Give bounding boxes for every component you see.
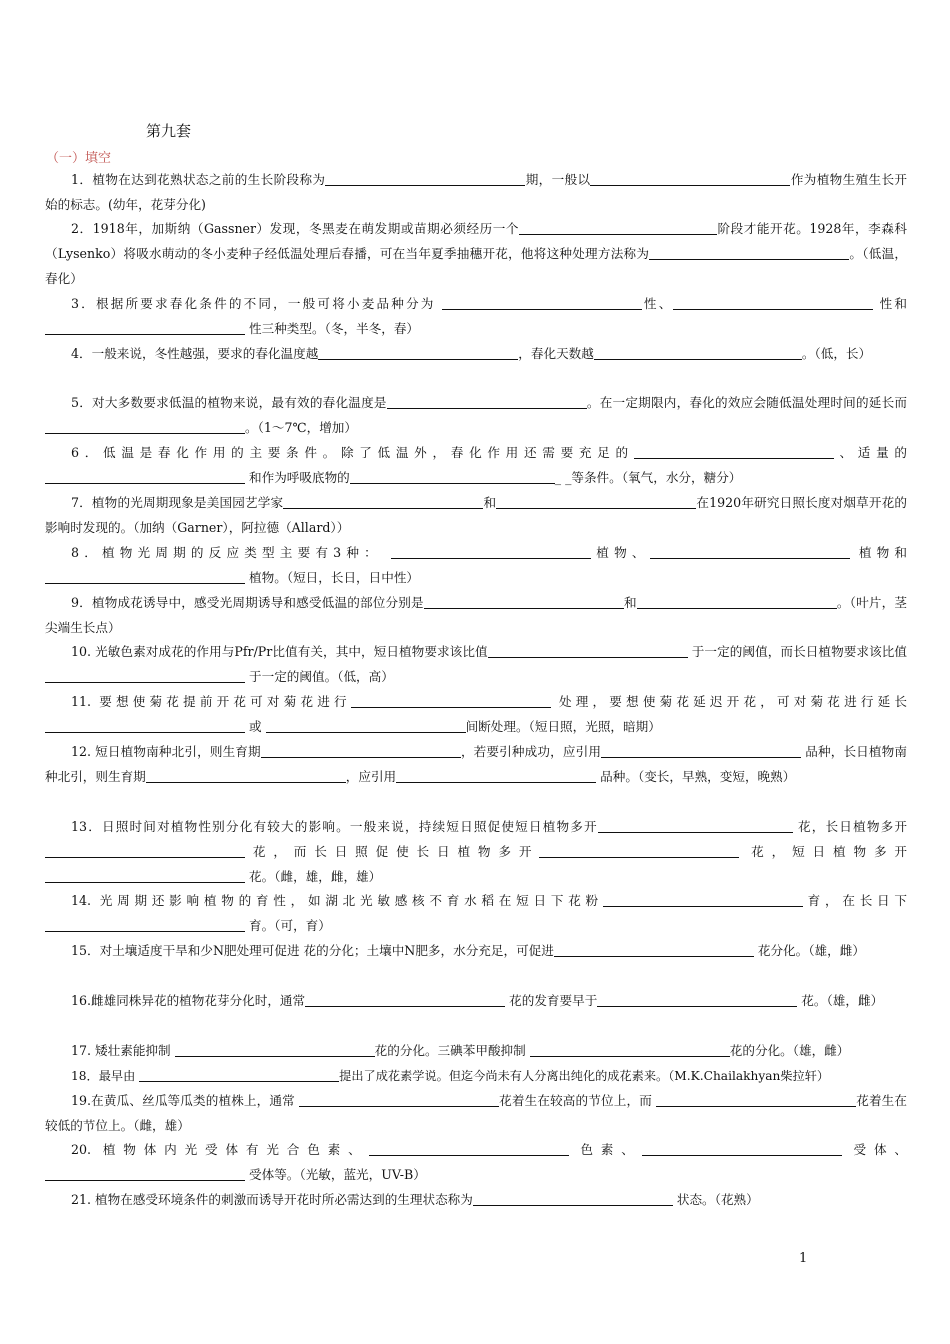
answer-blank[interactable] <box>601 742 801 758</box>
question-15: 15．对土壤适度干旱和少N肥处理可促进 花的分化；土壤中N肥多，水分充足，可促进 花分化。（雄，雌） <box>71 943 865 958</box>
question-14: 14. 光周期还影响植物的育性，如湖北光敏感核不育水稻在短日下花粉 育，在长日下 育。（可，育） <box>45 889 907 939</box>
answer-blank[interactable] <box>530 1041 730 1057</box>
answer-blank[interactable] <box>391 543 591 559</box>
answer-blank[interactable] <box>637 593 837 609</box>
answer-blank[interactable] <box>650 543 850 559</box>
answer-blank[interactable] <box>649 244 849 260</box>
answer-blank[interactable] <box>387 393 587 409</box>
question-6: 6．低温是春化作用的主要条件。除了低温外，春化作用还需要充足的 、适量的 和作为呼吸底物的 _ _等条件。（氧气，水分，糖分） <box>45 441 907 491</box>
question-20: 20. 植物体内光受体有光合色素、 色素、 受体、 受体等。（光敏，蓝光，UV-B） <box>45 1138 907 1188</box>
answer-blank[interactable] <box>45 916 245 932</box>
question-9: 9．植物成花诱导中，感受光周期诱导和感受低温的部位分别是 和 。（叶片，茎尖端生长点） <box>45 595 908 635</box>
answer-blank[interactable] <box>175 1041 375 1057</box>
answer-blank[interactable] <box>673 294 873 310</box>
answer-blank[interactable] <box>597 991 797 1007</box>
answer-blank[interactable] <box>351 692 551 708</box>
answer-blank[interactable] <box>261 742 461 758</box>
question-12: 12. 短日植物南种北引，则生育期 ，若要引种成功，应引用 品种，长日植物南种北引，则生育期 ，应引用 品种。（变长，早熟，变短，晚熟） <box>45 744 907 784</box>
question-16: 16.雌雄同株异花的植物花芽分化时，通常 花的发育要早于 花。（雄，雌） <box>71 993 884 1008</box>
answer-blank[interactable] <box>554 941 754 957</box>
page-title: 第九套 <box>146 122 192 140</box>
answer-blank[interactable] <box>634 443 834 459</box>
answer-blank[interactable] <box>396 767 596 783</box>
answer-blank[interactable] <box>496 493 696 509</box>
answer-blank[interactable] <box>45 842 245 858</box>
section-heading: （一）填空 <box>46 151 112 166</box>
answer-blank[interactable] <box>598 817 793 833</box>
answer-blank[interactable] <box>299 1091 499 1107</box>
page-number: 1 <box>799 1251 808 1266</box>
question-4: 4．一般来说，冬性越强，要求的春化温度越 ，春化天数越 。（低，长） <box>71 346 872 361</box>
question-5: 5．对大多数要求低温的植物来说，最有效的春化温度是 。在一定期限内，春化的效应会随低温处理时间的延长而。（1～7℃，增加） <box>45 391 907 441</box>
answer-blank[interactable] <box>45 418 245 434</box>
answer-blank[interactable] <box>539 842 739 858</box>
question-7: 7．植物的光周期现象是美国园艺学家 和 在1920年研究日照长度对烟草开花的影响时发现的。（加纳（Garner），阿拉德（Allard）） <box>45 495 907 535</box>
answer-blank[interactable] <box>45 667 245 683</box>
question-2: 2．1918年，加斯纳（Gassner）发现，冬黑麦在萌发期或苗期必须经历一个 阶段才能开花。1928年，李森科（Lysenko）将吸水萌动的冬小麦种子经低温处理后春播，可在当年夏季抽穗开花，他将这种处理方法称为 。（低温，春化） <box>45 221 907 286</box>
answer-blank[interactable] <box>656 1091 856 1107</box>
answer-blank[interactable] <box>473 1190 673 1206</box>
answer-blank[interactable] <box>45 1165 245 1181</box>
answer-blank[interactable] <box>45 568 245 584</box>
answer-blank[interactable] <box>325 170 525 186</box>
answer-blank[interactable] <box>305 991 505 1007</box>
answer-blank[interactable] <box>594 344 802 360</box>
answer-blank[interactable] <box>45 717 245 733</box>
answer-blank[interactable] <box>442 294 642 310</box>
answer-blank[interactable] <box>266 717 466 733</box>
answer-blank[interactable] <box>519 219 717 235</box>
answer-blank[interactable] <box>45 468 245 484</box>
question-19: 19.在黄瓜、丝瓜等瓜类的植株上，通常 花着生在较高的节位上，而 花着生在较低的节位上。（雌，雄） <box>45 1093 908 1133</box>
question-3: 3．根据所要求春化条件的不同，一般可将小麦品种分为 性、 性和 性三种类型。（冬，半冬，春） <box>45 292 907 342</box>
answer-blank[interactable] <box>488 642 688 658</box>
answer-blank[interactable] <box>139 1066 339 1082</box>
question-11: 11. 要想使菊花提前开花可对菊花进行 处理，要想使菊花延迟开花，可对菊花进行延长 或 间断处理。（短日照，光照，暗期） <box>45 690 907 740</box>
question-17: 17. 矮壮素能抑制 花的分化。三碘苯甲酸抑制 花的分化。（雄，雌） <box>71 1043 850 1058</box>
question-18: 18．最早由 提出了成花素学说。但迄今尚未有人分离出纯化的成花素来。（M.K.Chailakhyan柴拉轩） <box>45 1064 907 1089</box>
answer-blank[interactable] <box>350 468 555 484</box>
question-10: 10. 光敏色素对成花的作用与Pfr/Pr比值有关，其中，短日植物要求该比值 于一定的阈值，而长日植物要求该比值 于一定的阈值。（低，高） <box>45 640 907 690</box>
answer-blank[interactable] <box>424 593 624 609</box>
answer-blank[interactable] <box>590 170 790 186</box>
answer-blank[interactable] <box>45 867 245 883</box>
answer-blank[interactable] <box>146 767 346 783</box>
answer-blank[interactable] <box>642 1140 842 1156</box>
answer-blank[interactable] <box>318 344 518 360</box>
question-1: 1．植物在达到花熟状态之前的生长阶段称为 期，一般以 作为植物生殖生长开始的标志。(幼年，花芽分化) <box>45 172 907 212</box>
answer-blank[interactable] <box>283 493 483 509</box>
answer-blank[interactable] <box>603 891 803 907</box>
question-13: 13．日照时间对植物性别分化有较大的影响。一般来说，持续短日照促使短日植物多开 花，长日植物多开 花，而长日照促使长日植物多开 花，短日植物多开 花。（雌，雄，雌，雄） <box>45 815 907 889</box>
question-8: 8．植物光周期的反应类型主要有3种： 植物、 植物和 植物。（短日，长日，日中性） <box>45 541 907 591</box>
answer-blank[interactable] <box>45 319 245 335</box>
question-21: 21. 植物在感受环境条件的刺激而诱导开花时所必需达到的生理状态称为 状态。（花熟） <box>71 1192 759 1207</box>
answer-blank[interactable] <box>369 1140 569 1156</box>
